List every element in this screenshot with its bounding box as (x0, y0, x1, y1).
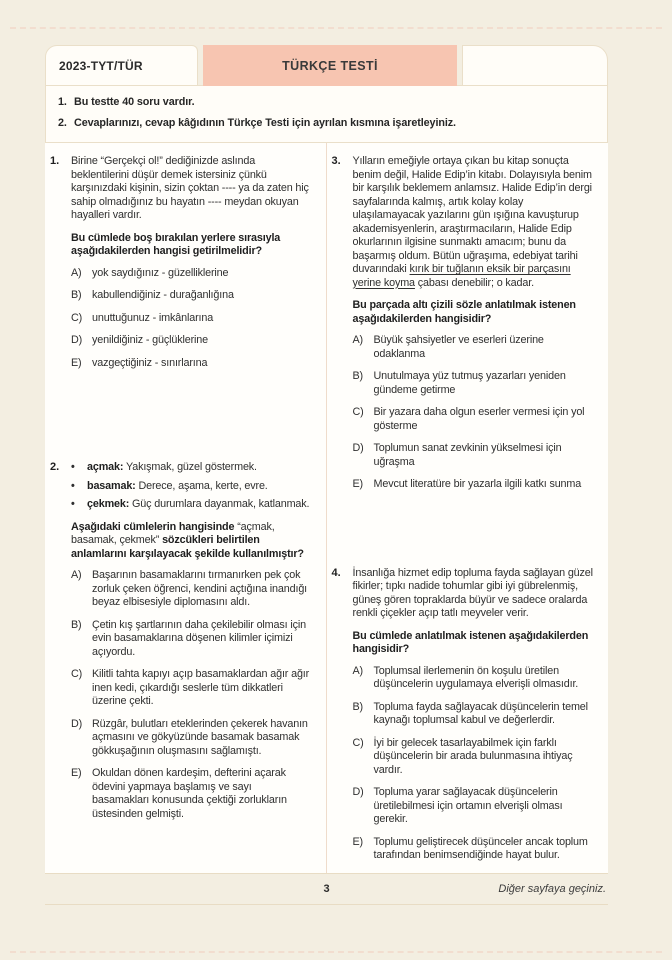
instruction-number: 2. (58, 116, 67, 129)
option-text: vazgeçtiğiniz - sınırlarına (92, 356, 208, 369)
question-number: 4. (331, 566, 341, 579)
option-b (353, 370, 595, 397)
question-stem: Bu cümlede anlatılmak istenen aşağıdakilerden hangisidir? (352, 629, 589, 655)
question-number: 1. (50, 155, 60, 167)
option-d (353, 786, 595, 827)
bullet-icon: • (71, 479, 75, 492)
option-a (71, 569, 312, 610)
perforation-line-bottom (10, 951, 662, 953)
question-3 (330, 155, 601, 501)
instruction-text: Cevaplarınızı, cevap kâğıdının Türkçe Testi için ayrılan kısmına işaretleyiniz. (74, 116, 456, 129)
option-b (71, 619, 312, 660)
option-letter: A) (352, 334, 363, 346)
option-d (71, 334, 312, 348)
option-letter: D) (71, 717, 83, 730)
question-number: 2. (50, 461, 60, 473)
option-letter: B) (352, 700, 363, 713)
option-text: Rüzgâr, bulutları eteklerinden çekerek havanın açmasını ve gökyüzünde basamak basamak gökkuşağının oluşmasını sağlamıştı. (92, 717, 308, 757)
question-2 (48, 461, 318, 830)
definition-item (71, 461, 312, 475)
instructions-box (45, 85, 608, 143)
option-a (353, 665, 595, 692)
option-text: Toplumsal ilerlemenin ön koşulu üretilen düşüncelerin uygulamaya elverişli olmasıdır. (373, 664, 579, 690)
underlined-phrase: kırık bir tuğlanın eksik bir parçasını yerine koyma (352, 263, 571, 289)
option-text: Mevcut literatüre bir yazarla ilgili katkı sunma (373, 478, 582, 490)
option-a (353, 334, 595, 361)
column-left (45, 143, 327, 873)
question-passage: Yılların emeğiyle ortaya çıkan bu kitap sonuçta benim değil, Halide Edip’in kitabı. Dolayısıyla benim bir karşılık beklemem anlamsız. Halide Edip’in dergi sayfalarında kalmış, artık kolay kolay ulaşılamayacak yazılarını gün ışığına kavuşturup akademisyenlerin, araştırmacıların, Halide Edip okurlarının ilgisine sunmaktı amacım; bunu da başarmış oldum. Bütün uğraşıma, edebiyat tarihi duvarındaki kırık bir tuğlanın eksik bir parçasını yerine koyma çabası denebilir; o kadar. (352, 155, 592, 289)
instruction-number: 1. (58, 96, 67, 108)
option-b (71, 289, 312, 303)
option-letter: D) (71, 334, 83, 346)
option-c (353, 406, 595, 433)
option-letter: A) (71, 266, 82, 279)
question-4 (330, 567, 601, 872)
header-empty-box (462, 45, 608, 86)
option-d (71, 718, 312, 759)
question-1 (48, 155, 318, 379)
definition-text: açmak: Yakışmak, güzel göstermek. (87, 461, 257, 473)
option-letter: C) (352, 406, 364, 418)
option-c (71, 668, 312, 709)
test-title: TÜRKÇE TESTİ (282, 58, 378, 73)
exam-code-box (45, 45, 198, 86)
option-e (71, 767, 312, 821)
option-b (353, 701, 595, 728)
option-letter: B) (71, 618, 82, 631)
option-text: Bir yazara daha olgun eserler vermesi için yol gösterme (373, 406, 585, 432)
option-text: Unutulmaya yüz tutmuş yazarları yeniden gündeme getirme (373, 370, 566, 396)
question-stem: Aşağıdaki cümlelerin hangisinde “açmak, basamak, çekmek” sözcükleri belirtilen anlamlarını karşılayacak şekilde kullanılmıştır? (71, 520, 304, 560)
column-right (327, 143, 609, 873)
instruction-item (58, 117, 593, 131)
page-number: 3 (323, 883, 330, 895)
option-text: yenildiğiniz - güçlüklerine (92, 334, 208, 346)
option-letter: B) (71, 289, 82, 301)
option-a (71, 267, 312, 281)
option-text: Başarının basamaklarını tırmanırken pek çok zorluk çeken öğrenci, kendini açtığına inandığı beyaz elbisesiyle diplomasını aldı. (92, 569, 308, 608)
option-text: Toplumun sanat zevkinin yükselmesi için uğraşma (373, 442, 562, 468)
option-text: Toplumu geliştirecek düşünceler ancak toplum tarafından benimsendiğinde hayat bulur. (373, 835, 588, 861)
header (45, 45, 608, 86)
option-text: unuttuğunuz - imkânlarına (92, 311, 214, 324)
definition-item (71, 480, 312, 494)
question-content (353, 567, 601, 872)
bullet-icon: • (71, 461, 75, 473)
perforation-line-top (10, 27, 662, 29)
questions-area (45, 143, 608, 874)
option-c (71, 312, 312, 326)
option-letter: E) (71, 767, 82, 779)
next-page-note: Diğer sayfaya geçiniz. (498, 883, 606, 895)
option-letter: A) (352, 664, 363, 677)
option-e (353, 836, 595, 863)
question-content (353, 155, 601, 501)
option-letter: B) (352, 370, 363, 382)
definition-item (71, 498, 312, 512)
option-letter: C) (71, 668, 83, 680)
question-passage: İnsanlığa hizmet edip topluma fayda sağlayan güzel fikirler; tıpkı nadide tohumlar gibi iyi gübrelenmiş, güneş gören topraklarda büyür ve sadece oralarda renkli çiçekler açıp tatlı meyveler verir. (352, 566, 593, 619)
option-text: Okuldan dönen kardeşim, defterini açarak ödevini yapmaya başlamış ve sayı basamakları konusunda çektiği zorlukların üstesinden gelmişti. (92, 767, 287, 820)
definition-list (71, 461, 312, 512)
footer (45, 874, 608, 905)
exam-code: 2023-TYT/TÜR (59, 58, 143, 73)
question-stem: Bu parçada altı çizili sözle anlatılmak istenen aşağıdakilerden hangisidir? (352, 299, 576, 325)
option-text: Büyük şahsiyetler ve eserleri üzerine odaklanma (373, 334, 544, 360)
question-stem: Bu cümlede boş bırakılan yerlere sırasıyla aşağıdakilerden hangisi getirilmelidir? (71, 231, 281, 257)
instruction-item (58, 96, 593, 110)
option-letter: D) (352, 442, 364, 454)
option-letter: E) (71, 356, 82, 369)
option-letter: C) (352, 736, 364, 749)
option-text: Çetin kış şartlarının daha çekilebilir olması için evin basamaklarına döşenen kilimler içimizi açıyordu. (92, 618, 306, 658)
option-text: İyi bir gelecek tasarlayabilmek için farklı düşüncelerin bir arada bulunmasına ihtiyaç vardır. (373, 736, 573, 776)
option-letter: C) (71, 311, 83, 324)
question-passage: Birine “Gerçekçi ol!” dediğinizde aslında beklentilerini düşür demek istersiniz çünkü karşınızdaki kişinin, sizin çoktan ---- ya da zaten hiç sahip olmadığınız bu hayatın ---- meydan okuyan hayalleri vardır. (71, 155, 309, 221)
bullet-icon: • (71, 498, 75, 510)
option-text: Kilitli tahta kapıyı açıp basamaklardan ağır ağır inen kedi, çıkardığı seslerle tüm dikkatleri üzerine çekti. (92, 668, 310, 707)
question-content (71, 155, 318, 379)
option-e (71, 357, 312, 371)
exam-sheet (45, 45, 608, 905)
option-letter: E) (352, 478, 363, 490)
option-text: Topluma fayda sağlayacak düşüncelerin temel kaynağı toplumsal kabul ve değerlerdir. (373, 700, 588, 726)
option-c (353, 737, 595, 778)
question-number: 3. (331, 155, 341, 167)
question-content (71, 461, 318, 830)
instruction-text: Bu testte 40 soru vardır. (74, 96, 195, 108)
option-text: Topluma yarar sağlayacak düşüncelerin üretilebilmesi için ortamın elverişli olması gerekir. (373, 786, 563, 825)
option-letter: D) (352, 786, 364, 798)
option-letter: A) (71, 569, 82, 581)
option-text: yok saydığınız - güzelliklerine (92, 266, 229, 279)
option-text: kabullendiğiniz - durağanlığına (92, 289, 234, 301)
option-letter: E) (352, 835, 363, 848)
option-e (353, 478, 595, 492)
definition-text: çekmek: Güç durumlara dayanmak, katlanmak. (87, 498, 310, 510)
option-d (353, 442, 595, 469)
test-title-box (203, 45, 457, 86)
definition-text: basamak: Derece, aşama, kerte, evre. (87, 479, 268, 492)
